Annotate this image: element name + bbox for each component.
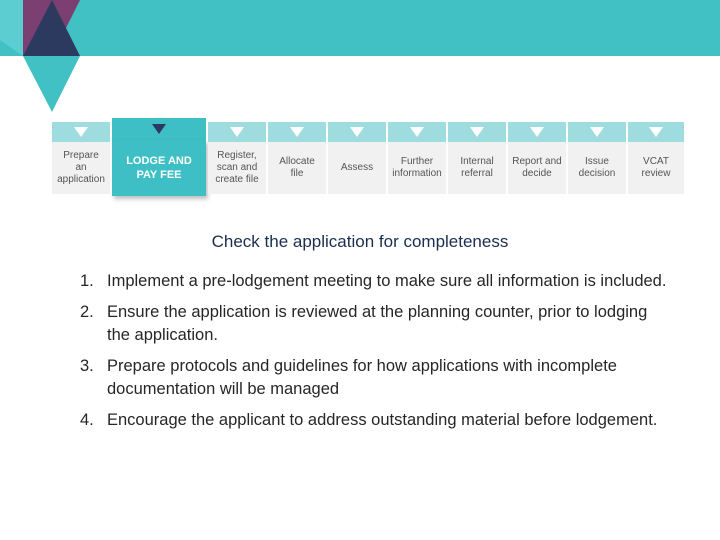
step-header: [628, 122, 684, 142]
list-item-text: Prepare protocols and guidelines for how applications with incomplete documentation will be managed: [107, 357, 617, 398]
step-header: [268, 122, 326, 142]
step-header: [508, 122, 566, 142]
process-strip: [52, 118, 684, 194]
step-body: [508, 142, 566, 194]
list-item: [80, 355, 670, 401]
list-item-number: 1.: [80, 272, 94, 290]
step-label: Internal referral: [460, 156, 494, 179]
down-arrow-icon: [470, 127, 484, 137]
list-item: [80, 409, 670, 432]
down-arrow-icon: [74, 127, 88, 137]
list-item-number: 2.: [80, 303, 94, 321]
step-body: [112, 140, 206, 196]
down-arrow-icon: [152, 124, 166, 134]
step-body: [52, 142, 110, 194]
down-arrow-icon: [350, 127, 364, 137]
down-arrow-icon: [649, 127, 663, 137]
step-label: Allocate file: [279, 156, 315, 179]
list-item-number: 3.: [80, 357, 94, 375]
process-step: [508, 122, 566, 194]
section-heading: Check the application for completeness: [211, 232, 509, 251]
process-step: [568, 122, 626, 194]
process-step: [628, 122, 684, 194]
down-arrow-icon: [530, 127, 544, 137]
step-header: [208, 122, 266, 142]
list-item-text: Encourage the applicant to address outstanding material before lodgement.: [107, 411, 658, 429]
step-body: [448, 142, 506, 194]
process-step: [268, 122, 326, 194]
step-label: Issue decision: [578, 156, 616, 179]
list-item: [80, 301, 670, 347]
step-label: Prepare an application: [57, 150, 105, 185]
down-arrow-icon: [590, 127, 604, 137]
step-label: Assess: [340, 162, 374, 173]
header-teal-pointer: [23, 56, 80, 112]
step-header: [52, 122, 110, 142]
process-step: [52, 122, 110, 194]
list-item-text: Ensure the application is reviewed at the planning counter, prior to lodging the application.: [107, 303, 648, 344]
step-body: [268, 142, 326, 194]
step-body: [628, 142, 684, 194]
decorative-header-band: [0, 0, 720, 112]
step-label: Further information: [392, 156, 442, 179]
step-body: [208, 142, 266, 194]
down-arrow-icon: [410, 127, 424, 137]
step-header: [568, 122, 626, 142]
header-teal-bar: [0, 0, 720, 56]
list-item: [80, 270, 670, 293]
list-item-text: Implement a pre-lodgement meeting to make sure all information is included.: [107, 272, 667, 290]
step-header: [328, 122, 386, 142]
list-item-number: 4.: [80, 411, 94, 429]
step-header: [448, 122, 506, 142]
step-body: [568, 142, 626, 194]
step-label: Register, scan and create file: [215, 150, 259, 185]
step-body: [388, 142, 446, 194]
step-header: [112, 118, 206, 140]
down-arrow-icon: [290, 127, 304, 137]
process-step-active: [112, 118, 206, 196]
step-label: LODGE AND PAY FEE: [126, 155, 192, 181]
process-step: [448, 122, 506, 194]
step-body: [328, 142, 386, 194]
step-header: [388, 122, 446, 142]
process-step: [208, 122, 266, 194]
process-step: [388, 122, 446, 194]
step-label: Report and decide: [512, 156, 562, 179]
step-label: VCAT review: [641, 156, 671, 179]
down-arrow-icon: [230, 127, 244, 137]
process-step: [328, 122, 386, 194]
recommendations-list: [80, 270, 670, 440]
